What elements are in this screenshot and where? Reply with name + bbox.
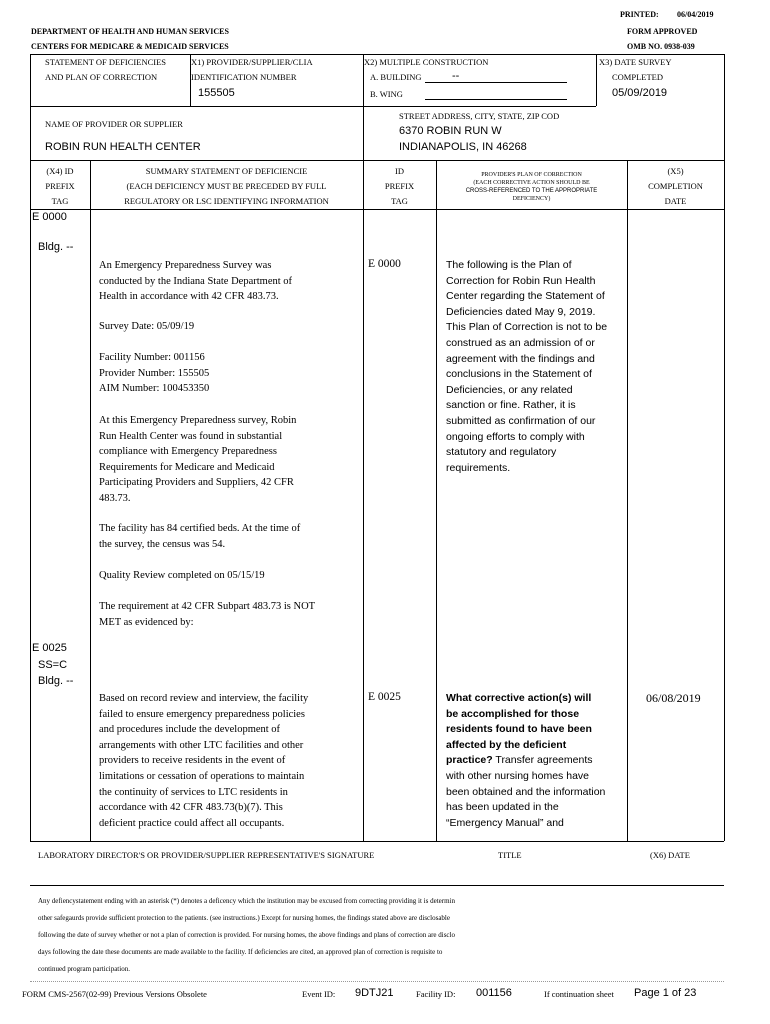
compliance-paragraph: At this Emergency Preparedness survey, Robin Run Health Center was found in substantial compliance with Emergency Preparedness Requirements for Medicare and Medicaid Participating Providers and Suppliers, 42 CFR 483.73. <box>99 415 297 504</box>
corrective-action-text: What corrective action(s) will be accomplished for those residents found to have been affected by the deficient practice? Transfer agreements with other nursing homes have been obtained and the information has been updated in the “Emergency Manual” and <box>446 692 606 829</box>
prefix-tag-e0000: E 0000 <box>32 211 67 223</box>
event-id-label: Event ID: <box>302 989 336 999</box>
census-paragraph: The facility has 84 certified beds. At the time of the survey, the census was 54. <box>99 523 301 550</box>
x2-label: X2) MULTIPLE CONSTRUCTION <box>364 57 489 67</box>
building-value: -- <box>452 70 460 82</box>
department-title: DEPARTMENT OF HEALTH AND HUMAN SERVICES <box>31 27 229 36</box>
x1-label-2: IDENTIFICATION NUMBER <box>191 72 297 82</box>
printed-date: 06/04/2019 <box>677 10 714 19</box>
summary-header-3: REGULATORY OR LSC IDENTIFYING INFORMATION <box>124 196 329 206</box>
continuation-label: If continuation sheet <box>544 989 614 999</box>
signature-date-label: (X6) DATE <box>650 850 690 860</box>
omb-number: OMB NO. 0938-039 <box>627 42 695 51</box>
id-header-2: PREFIX <box>384 181 415 191</box>
printed-label: PRINTED: <box>620 10 659 19</box>
survey-date-line: Survey Date: 05/09/19 <box>99 321 195 332</box>
disclaimer-text: Any defiencystatement ending with an asterisk (*) denotes a deficency which the institution may be excused from correcting providing it is determin other safegaurds provide sufficient protection to the patients. (see instructions.) Except for nursing homes, the findings stated above are disclosable following the date of survey whether or not a plan of correction is provided. For nursing homes, the above findings and plans of correction are disclo days following the date these documents are made available to the facility. If deficiencies are cited, an approved plan of correction is requisite to continued program participation. <box>38 897 455 973</box>
scope-severity-tag: SS=C <box>38 659 68 671</box>
survey-date-value: 05/09/2019 <box>612 87 668 99</box>
provider-id-value: 155505 <box>198 87 235 99</box>
address-line-2: INDIANAPOLIS, IN 46268 <box>399 141 527 153</box>
id-header-1: ID <box>395 166 404 176</box>
x3-label: X3) DATE SURVEY <box>599 57 672 67</box>
facility-id-label: Facility ID: <box>416 989 456 999</box>
requirement-paragraph: The requirement at 42 CFR Subpart 483.73 is NOT MET as evidenced by: <box>99 601 316 628</box>
summary-header-2: (EACH DEFICIENCY MUST BE PRECEDED BY FULL <box>126 181 327 191</box>
poc-header-1: PROVIDER'S PLAN OF CORRECTION <box>481 172 582 178</box>
plan-of-correction-intro: The following is the Plan of Correction for Robin Run Health Center regarding the Statement of Deficiencies dated May 9, 2019. This Plan of Correction is not to be construed as an admission of or agreement with the findings and conclusions in the Statement of Deficiencies, or any related sanction or fine. Rather, it is submitted as confirmation of our ongoing efforts to comply with statutory and regulatory requirements. <box>446 259 608 474</box>
provider-name-value: ROBIN RUN HEALTH CENTER <box>45 141 201 153</box>
form-approved: FORM APPROVED <box>627 27 698 36</box>
event-id-value: 9DTJ21 <box>355 987 394 999</box>
prefix-tag-e0025: E 0025 <box>32 642 67 654</box>
id-tag-e0000: E 0000 <box>368 258 401 270</box>
provider-name-label: NAME OF PROVIDER OR SUPPLIER <box>45 119 183 129</box>
title-label: TITLE <box>498 850 522 860</box>
facility-id-value: 001156 <box>476 987 512 999</box>
form-number: FORM CMS-2567(02-99) Previous Versions Obsolete <box>22 989 207 999</box>
building-tag-2: Bldg. -- <box>38 675 74 687</box>
deficiency-paragraph: Based on record review and interview, the facility failed to ensure emergency preparedness policies and procedures include the development of arrangements with other LTC facilities and other providers to receive residents in the event of limitations or cessation of operations to maintain the continuity of services to LTC residents in accordance with 42 CFR 483.73(b)(7). This deficient practice could affect all occupants. <box>99 693 309 829</box>
poc-header-3: CROSS-REFERENCED TO THE APPROPRIATE <box>465 188 598 194</box>
x5-header-1: (X5) <box>667 166 684 176</box>
signature-label: LABORATORY DIRECTOR'S OR PROVIDER/SUPPLIER REPRESENTATIVE'S SIGNATURE <box>38 850 375 860</box>
x5-header-2: COMPLETION <box>648 181 703 191</box>
facility-info: Facility Number: 001156 Provider Number: 155505 AIM Number: 100453350 <box>99 352 210 395</box>
id-header-3: TAG <box>391 196 408 206</box>
id-tag-e0025: E 0025 <box>368 691 401 703</box>
page-number: Page 1 of 23 <box>634 987 697 999</box>
poc-header-4: DEFICIENCY) <box>512 196 551 202</box>
building-label: A. BUILDING <box>370 72 422 82</box>
x5-header-3: DATE <box>664 196 687 206</box>
poc-header-2: (EACH CORRECTIVE ACTION SHOULD BE <box>473 180 590 186</box>
x4-header-2: PREFIX <box>45 181 75 191</box>
x1-label: X1) PROVIDER/SUPPLIER/CLIA <box>191 57 313 67</box>
summary-header-1: SUMMARY STATEMENT OF DEFICIENCIE <box>145 166 308 176</box>
centers-title: CENTERS FOR MEDICARE & MEDICAID SERVICES <box>31 42 229 51</box>
address-line-1: 6370 ROBIN RUN W <box>399 125 502 137</box>
completion-date: 06/08/2019 <box>646 691 701 705</box>
building-tag-1: Bldg. -- <box>38 241 74 253</box>
summary-text: An Emergency Preparedness Survey was conducted by the Indiana State Department of Health in accordance with 42 CFR 483.73. <box>99 260 293 303</box>
x4-header-1: (X4) ID <box>46 166 74 176</box>
x4-header-3: TAG <box>51 196 69 206</box>
statement-label-2: AND PLAN OF CORRECTION <box>45 72 158 82</box>
statement-label-1: STATEMENT OF DEFICIENCIES <box>45 57 167 67</box>
x3-label-2: COMPLETED <box>612 72 663 82</box>
wing-label: B. WING <box>370 89 403 99</box>
address-label: STREET ADDRESS, CITY, STATE, ZIP COD <box>399 111 560 121</box>
quality-review-line: Quality Review completed on 05/15/19 <box>99 570 265 581</box>
